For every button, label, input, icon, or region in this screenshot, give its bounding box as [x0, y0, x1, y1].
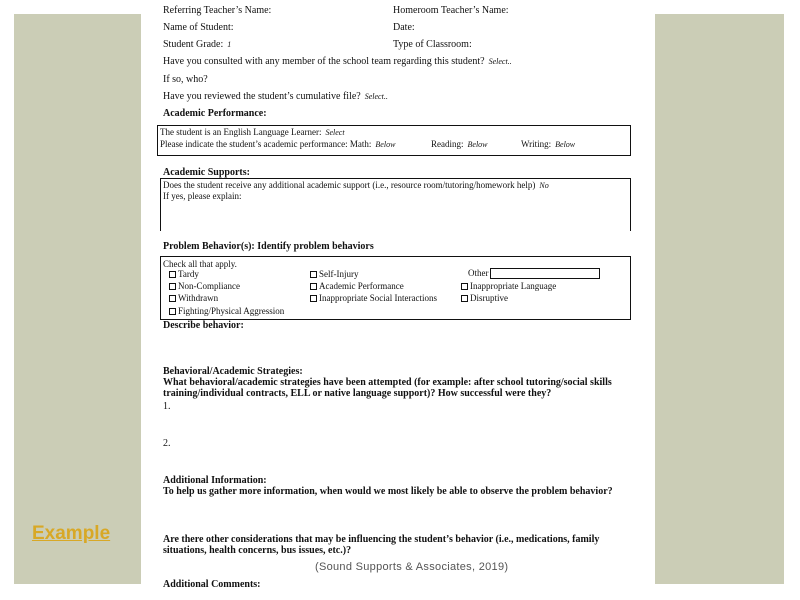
reviewed-select[interactable]: Select..	[364, 92, 388, 101]
performance-row	[160, 138, 395, 151]
additional-info-heading: Additional Information:	[163, 475, 267, 486]
check-all-label: Check all that apply.	[163, 259, 237, 269]
left-side-panel	[14, 14, 141, 584]
student-grade-value[interactable]: 1	[227, 40, 232, 49]
homeroom-teacher-label: Homeroom Teacher’s Name:	[393, 5, 509, 16]
checkbox-square[interactable]	[169, 295, 176, 302]
if-so-who-label: If so, who?	[163, 74, 208, 85]
reading-row	[431, 138, 488, 151]
other-row	[468, 268, 600, 279]
reading-select[interactable]: Below	[467, 140, 488, 149]
right-side-panel	[655, 14, 784, 584]
checkbox-label: Non-Compliance	[178, 281, 240, 291]
strategy-item-2: 2.	[163, 438, 171, 449]
checkbox-non-compliance[interactable]	[169, 281, 240, 292]
checkbox-inappropriate-language[interactable]	[461, 281, 556, 292]
checkbox-label: Withdrawn	[178, 293, 219, 303]
checkbox-square[interactable]	[169, 308, 176, 315]
student-name-label: Name of Student:	[163, 22, 234, 33]
checkbox-disruptive[interactable]	[461, 293, 508, 304]
consulted-row	[163, 56, 512, 68]
writing-row	[521, 138, 575, 151]
checkbox-fighting[interactable]	[169, 306, 284, 317]
checkbox-label: Academic Performance	[319, 281, 404, 291]
checkbox-square[interactable]	[169, 283, 176, 290]
writing-label: Writing:	[521, 139, 552, 149]
ell-label: The student is an English Language Learner:	[160, 127, 322, 137]
checkbox-label: Tardy	[178, 269, 199, 279]
checkbox-tardy[interactable]	[169, 269, 199, 280]
indicate-label: Please indicate the student’s academic performance: Math:	[160, 139, 372, 149]
math-select[interactable]: Below	[375, 140, 396, 149]
strategies-question-line2: training/individual contracts, ELL or native language support)? How successful were they?	[163, 388, 552, 399]
checkbox-label: Inappropriate Language	[470, 281, 557, 291]
checkbox-withdrawn[interactable]	[169, 293, 218, 304]
date-label: Date:	[393, 22, 415, 33]
checkbox-square[interactable]	[310, 271, 317, 278]
checkbox-label: Self-Injury	[319, 269, 359, 279]
considerations-line1: Are there other considerations that may be influencing the student’s behavior (i.e., medications, family	[163, 534, 600, 545]
checkbox-inappropriate-social[interactable]	[310, 293, 437, 304]
other-label: Other	[468, 268, 489, 278]
supports-explain-label: If yes, please explain:	[163, 191, 242, 201]
example-link[interactable]: Example	[32, 523, 111, 544]
referral-form-document	[150, 0, 650, 600]
checkbox-self-injury[interactable]	[310, 269, 359, 280]
other-input[interactable]	[490, 268, 600, 279]
reading-label: Reading:	[431, 139, 464, 149]
reviewed-row	[163, 91, 388, 103]
strategy-item-1: 1.	[163, 401, 171, 412]
checkbox-label: Disruptive	[470, 293, 508, 303]
student-grade-row	[163, 39, 231, 51]
student-grade-label: Student Grade:	[163, 39, 224, 50]
consulted-select[interactable]: Select..	[488, 57, 512, 66]
writing-select[interactable]: Below	[555, 140, 576, 149]
ell-select[interactable]: Select	[325, 128, 345, 137]
considerations-line2: situations, health concerns, bus issues, etc.)?	[163, 545, 352, 556]
referring-teacher-label: Referring Teacher’s Name:	[163, 5, 272, 16]
academic-supports-heading: Academic Supports:	[163, 167, 250, 178]
checkbox-square[interactable]	[169, 271, 176, 278]
academic-performance-heading: Academic Performance:	[163, 108, 267, 119]
checkbox-label: Fighting/Physical Aggression	[178, 306, 285, 316]
checkbox-academic-performance[interactable]	[310, 281, 404, 292]
checkbox-square[interactable]	[310, 295, 317, 302]
checkbox-label: Inappropriate Social Interactions	[319, 293, 437, 303]
checkbox-square[interactable]	[310, 283, 317, 290]
strategies-heading: Behavioral/Academic Strategies:	[163, 366, 303, 377]
strategies-question-line1: What behavioral/academic strategies have been attempted (for example: after school tutoring/social skills	[163, 377, 612, 388]
problem-behavior-heading: Problem Behavior(s): Identify problem behaviors	[163, 241, 374, 252]
consulted-question: Have you consulted with any member of the school team regarding this student?	[163, 56, 485, 67]
citation: (Sound Supports & Associates, 2019)	[315, 561, 509, 573]
supports-select[interactable]: No	[539, 181, 549, 190]
reviewed-question: Have you reviewed the student’s cumulative file?	[163, 91, 361, 102]
supports-question: Does the student receive any additional academic support (i.e., resource room/tutoring/homework help)	[163, 180, 536, 190]
checkbox-square[interactable]	[461, 295, 468, 302]
additional-comments-label: Additional Comments:	[163, 579, 261, 590]
checkbox-square[interactable]	[461, 283, 468, 290]
describe-behavior-label: Describe behavior:	[163, 320, 244, 331]
classroom-type-label: Type of Classroom:	[393, 39, 472, 50]
additional-info-question: To help us gather more information, when would we most likely be able to observe the problem behavior?	[163, 486, 613, 497]
